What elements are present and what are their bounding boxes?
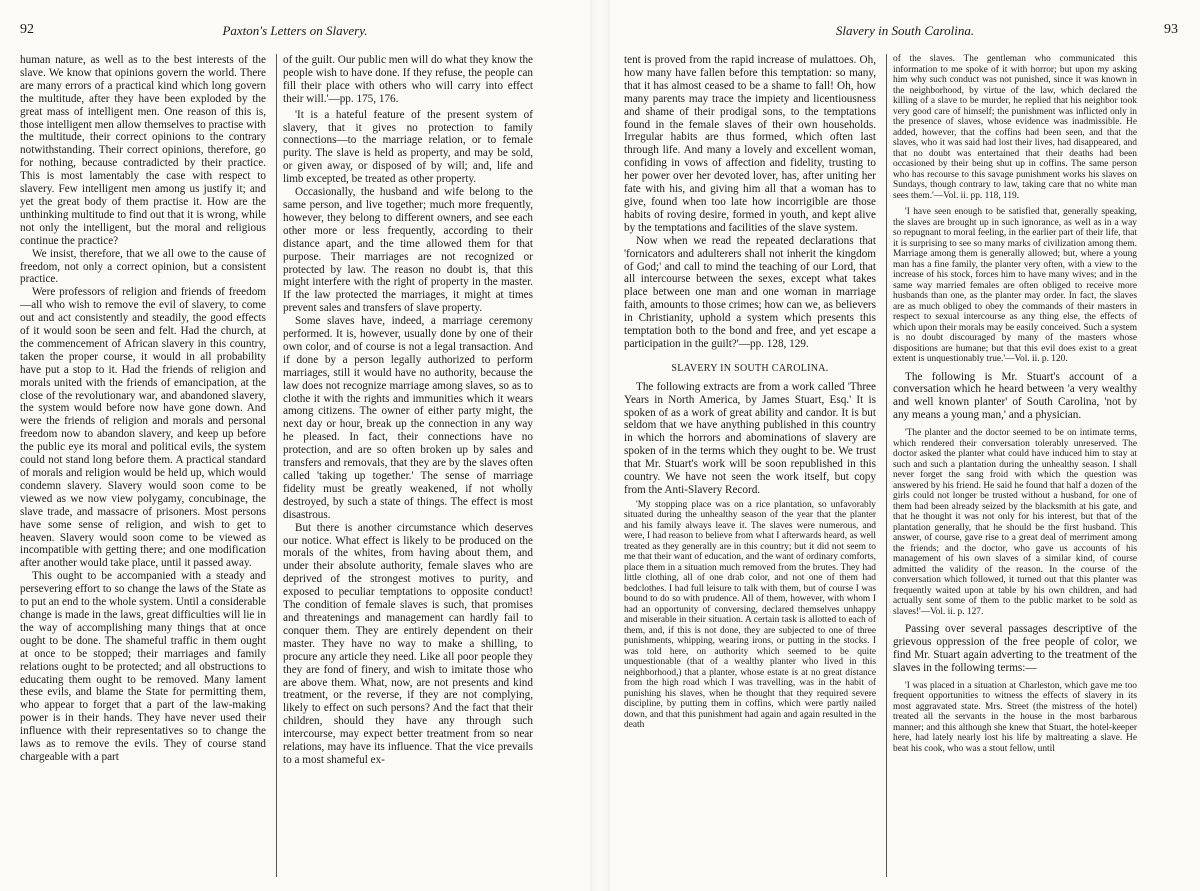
- paragraph: Were professors of religion and friends of freedom—all who wish to remove the evil of slavery, to come out and act consistently and steadily, the good effects of it would soon be seen and felt. Had the church, at the commencement of African slavery in this country, taken the proper course, it would in all probability have put a stop to it. Had the friends of religion and morals united with the friends of emancipation, at the close of the revolutionary war, and abandoned slavery, the system would before now have gone down. And were the friends of religion and morals and personal freedom now to abandon slavery, and keep up before the public eye its moral and political evils, the system could not stand long before them. A practical standard of morals and religion would be held up, which would condemn slavery. Slavery would soon come to be viewed as we now view polygamy, concubinage, the slave trade, and massacre of prisoners. Most persons have some sense of religion, and wish to get to heaven. Slavery would soon come to be viewed as incompatible with getting there; and one modification after another would take place, until it passed away.: [20, 286, 266, 570]
- paragraph: Passing over several passages descriptive of the grievous oppression of the free people of color, we find Mr. Stuart again adverting to the treatment of the slaves in the following terms:—: [893, 623, 1137, 674]
- left-page-number: 92: [20, 22, 34, 37]
- paragraph: human nature, as well as to the best interests of the slave. We know that opinions govern the world. There are many errors of a practical kind which long govern the multitude, after they have been exploded by the great mass of intelligent men. One reason of this is, those intelligent men allow themselves to practise with the multitude, their correct opinions to the contrary notwithstanding. Their correct opinions, therefore, go for nothing, because contradicted by their practice. This is most lamentably the case with respect to slavery. Few intelligent men among us justify it; and yet the great body of them practise it. How are the unthinking multitude to find out that it is wrong, while not only the intelligent, but the moral and religious continue the practice?: [20, 54, 266, 247]
- block-quote: 'I was placed in a situation at Charleston, which gave me too frequent opportunities to witness the effects of slavery in its most aggravated state. Mrs. Street (the mistress of the hotel) treated all the servants in the house in the most barbarous manner; and this although she knew that Stuart, the hotel-keeper here, had lately nearly lost his life by maltreating a slave. He beat his cook, who was a stout fellow, until: [893, 680, 1137, 754]
- paragraph: We insist, therefore, that we all owe to the cause of freedom, not only a correct opinion, but a consistent practice.: [20, 247, 266, 286]
- paragraph: Some slaves have, indeed, a marriage ceremony performed. It is, however, usually done by one of their own color, and of course is not a legal transaction. And if done by a person legally authorized to perform marriages, still it would have no authority, because the law does not recognize marriage among slaves, so as to clothe it with the rights and immunities which it wears among citizens. The owner of either party might, the next day or hour, break up the connection in any way he pleased. In fact, their connections have no protection, and are so often broken up by sales and transfers and removals, that they are by the slaves often called 'taking up together.' The sense of marriage fidelity must be greatly weakened, if not wholly destroyed, by such a state of things. The effect is most disastrous.: [283, 315, 533, 521]
- paragraph: tent is proved from the rapid increase of mulattoes. Oh, how many have fallen before this temptation: so many, that it has almost ceased to be a shame to fall! Oh, how many parents may trace the impiety and licentiousness and shame of their prodigal sons, to the temptations found in the female slaves of their own households. Irregular habits are thus formed, which often last through life. And many a lovely and excellent woman, confiding in vows of affection and fidelity, trusting to her power over her devoted lover, has, after uniting her fate with his, and giving him all that a woman has to give, found when too late how incorrigible are those habits of roving desire, formed in youth, and kept alive by the temptations and facilities of the slave system.: [624, 54, 876, 234]
- block-quote: 'My stopping place was on a rice plantation, so unfavorably situated during the unhealthy season of the year that the planter and his family always leave it. The slaves were numerous, and were, I had reason to believe from what I afterwards heard, as well treated as they generally are in this country; but it did not seem to me that their want of education, and the want of ordinary comforts, place them in a situation much removed from the brutes. They had little clothing, all of one drab color, and not one of them had bedclothes. I had full leisure to talk with them, but of course I was bound to do so with prudence. All of them, however, with whom I had an opportunity of conversing, declared themselves unhappy and miserable in their situation. A certain task is allotted to each of them, and, if this is not done, they are subjected to one of three punishments, whipping, wearing irons, or putting in the stocks. I was told here, on authority which seemed to be quite unquestionable (that of a wealthy planter who lived in this neighborhood,) that a planter, whose estate is at no great distance from the high road which I was travelling, was in the habit of punishing his slaves, when he thought that they required severe discipline, by putting them in coffins, which were partly nailed down, and that this punishment had again and again resulted in the death: [624, 499, 876, 731]
- left-column-1: [20, 54, 266, 877]
- section-heading: SLAVERY IN SOUTH CAROLINA.: [671, 362, 829, 374]
- left-running-title: Paxton's Letters on Slavery.: [222, 23, 368, 38]
- left-running-header: [0, 22, 590, 42]
- right-page-number: 93: [1164, 22, 1178, 37]
- right-running-title: Slavery in South Carolina.: [835, 23, 975, 38]
- right-column-1: [624, 54, 876, 877]
- block-quote: 'The planter and the doctor seemed to be on intimate terms, which rendered their conversation tolerably unreserved. The doctor asked the planter what could have induced him to stay at such and such a plantation during the unhealthy season. I shall never forget the sang froid with which the question was answered by his friend. He said he found that half a dozen of the girls could not longer be trusted without a husband, for one of them had been already seized by the blacksmith at his gate, and that he thought it was not only for his interest, but that of the plantation generally, that he should be the first husband. This answer, of course, gave rise to a great deal of merriment among the friends; and the doctor, who gave us accounts of his management of his own slaves of a similar kind, of course admitted the validity of the reason. In the course of the conversation which followed, it turned out that this planter was frequently waited upon at table by his own children, and had actually sent some of them to the public market to be sold as slaves!'—Vol. ii. p. 127.: [893, 428, 1137, 617]
- book-gutter: [590, 0, 610, 891]
- paragraph: Now when we read the repeated declarations that 'fornicators and adulterers shall not inherit the kingdom of God;' and call to mind the teaching of our Lord, that all intercourse between the sexes, except what takes place between one man and one woman in marriage faith, amounts to those crimes; how can we, as believers in Christianity, uphold a system which presents this temptation both to the bond and free, and yet escape a participation in the guilt?'—pp. 128, 129.: [624, 234, 876, 350]
- paragraph: 'It is a hateful feature of the present system of slavery, that it gives no protection to family connections—to the marriage relation, or to female purity. The slave is held as property, and may be sold, or given away, or disposed of by will; and, life and limb excepted, be treated as other property.: [283, 108, 533, 186]
- right-page: [610, 0, 1200, 891]
- paragraph: of the guilt. Our public men will do what they know the people wish to have done. If they refuse, the people can fill their place with others who will carry into effect their will.'—pp. 175, 176.: [283, 54, 533, 105]
- paragraph: The following extracts are from a work called 'Three Years in North America, by James Stuart, Esq.' It is spoken of as a work of great ability and candor. It is but seldom that we have anything published in this country in which the horrors and abominations of slavery are spoken of in the terms which they ought to be. We trust that Mr. Stuart's work will be soon republished in this country. We have not seen the work itself, but copy from the Anti-Slavery Record.: [624, 380, 876, 496]
- left-column-2: [276, 54, 533, 877]
- right-running-header: [610, 22, 1200, 42]
- paragraph: This ought to be accompanied with a steady and persevering effort to so change the laws of the State as to put an end to the whole system. Until a considerable change is made in the laws, great difficulties will lie in the way of accomplishing many things that at once ought to be done. The shameful traffic in them ought at once to be stopped; their marriages and family relations ought to be protected; and all obstructions to educating them ought to be removed. Many lament these evils, and blame the State for permitting them, who appear to forget that a part of the law-making power is in their hands. They have never used their influence with their representatives so to change the laws as to remove the evils. They of course stand chargeable with a part: [20, 570, 266, 763]
- block-quote: 'I have seen enough to be satisfied that, generally speaking, the slaves are brought up in such ignorance, as well as in a way so repugnant to moral feeling, in the earlier part of their life, that it is surprising to see so many marks of civilization among them. Marriage among them is generally allowed; but, where a young man has a fine family, the planter very often, with a view to the increase of his stock, forces him to have many wives; and in the same way married females are often obliged to receive more husbands than one, as the planter may order. In fact, the slaves are as much obliged to obey the commands of their masters in respect to sexual intercourse as any thing else, the effects of which upon their morals may be easily conceived. Such a system is no doubt discouraged by many of the masters whose dispositions are humane; but that this evil does exist to a great extent is unquestionably true.'—Vol. ii. p. 120.: [893, 207, 1137, 364]
- left-page: [0, 0, 590, 891]
- block-quote: of the slaves. The gentleman who communicated this information to me spoke of it with horror; but upon my asking him why such conduct was not punished, since it was known in the neighborhood, by virtue of the law, which declared the killing of a slave to be murder, he replied that his neighbor took very good care of himself; the punishment was inflicted only in the presence of slaves, whose evidence was inadmissible. He added, however, that the coffins had been seen, and that the slaves, who it was said had lost their lives, had disappeared, and that no doubt was entertained that their deaths had been occasioned by their being shut up in coffins. The same person who has recourse to this savage punishment works his slaves on Sundays, though contrary to law, taking care that no white man sees them.'—Vol. ii. pp. 118, 119.: [893, 54, 1137, 201]
- paragraph: Occasionally, the husband and wife belong to the same person, and live together; much more frequently, however, they belong to different owners, and see each other more or less frequently, according to their distance apart, and the time allowed them for that purpose. Their marriages are not recognized or protected by law. The reason no doubt is, that this might interfere with the right of property in the master. If the law protected the marriages, it might at times prevent sales and transfers of slave property.: [283, 186, 533, 315]
- right-column-2: [886, 54, 1137, 877]
- paragraph: But there is another circumstance which deserves our notice. What effect is likely to be produced on the morals of the whites, from having about them, and under their absolute authority, female slaves who are deprived of the strongest motives to purity, and exposed to peculiar temptations to opposite conduct! The condition of female slaves is such, that promises and threatenings and management can hardly fail to conquer them. They are entirely dependent on their master. They have no way to make a shilling, to procure any article they need. Like all poor people they they are fond of finery, and wish to imitate those who are above them. What, now, are not presents and kind treatment, or the reverse, if they are not complying, likely to effect on such persons? And the fact that their children, should they have any through such intercourse, may expect better treatment from so near relations, may have its influence. That the vice prevails to a most shameful ex-: [283, 521, 533, 766]
- paragraph: The following is Mr. Stuart's account of a conversation which he heard between 'a very wealthy and well known planter' of South Carolina, 'not by any means a young man,' and a physician.: [893, 370, 1137, 422]
